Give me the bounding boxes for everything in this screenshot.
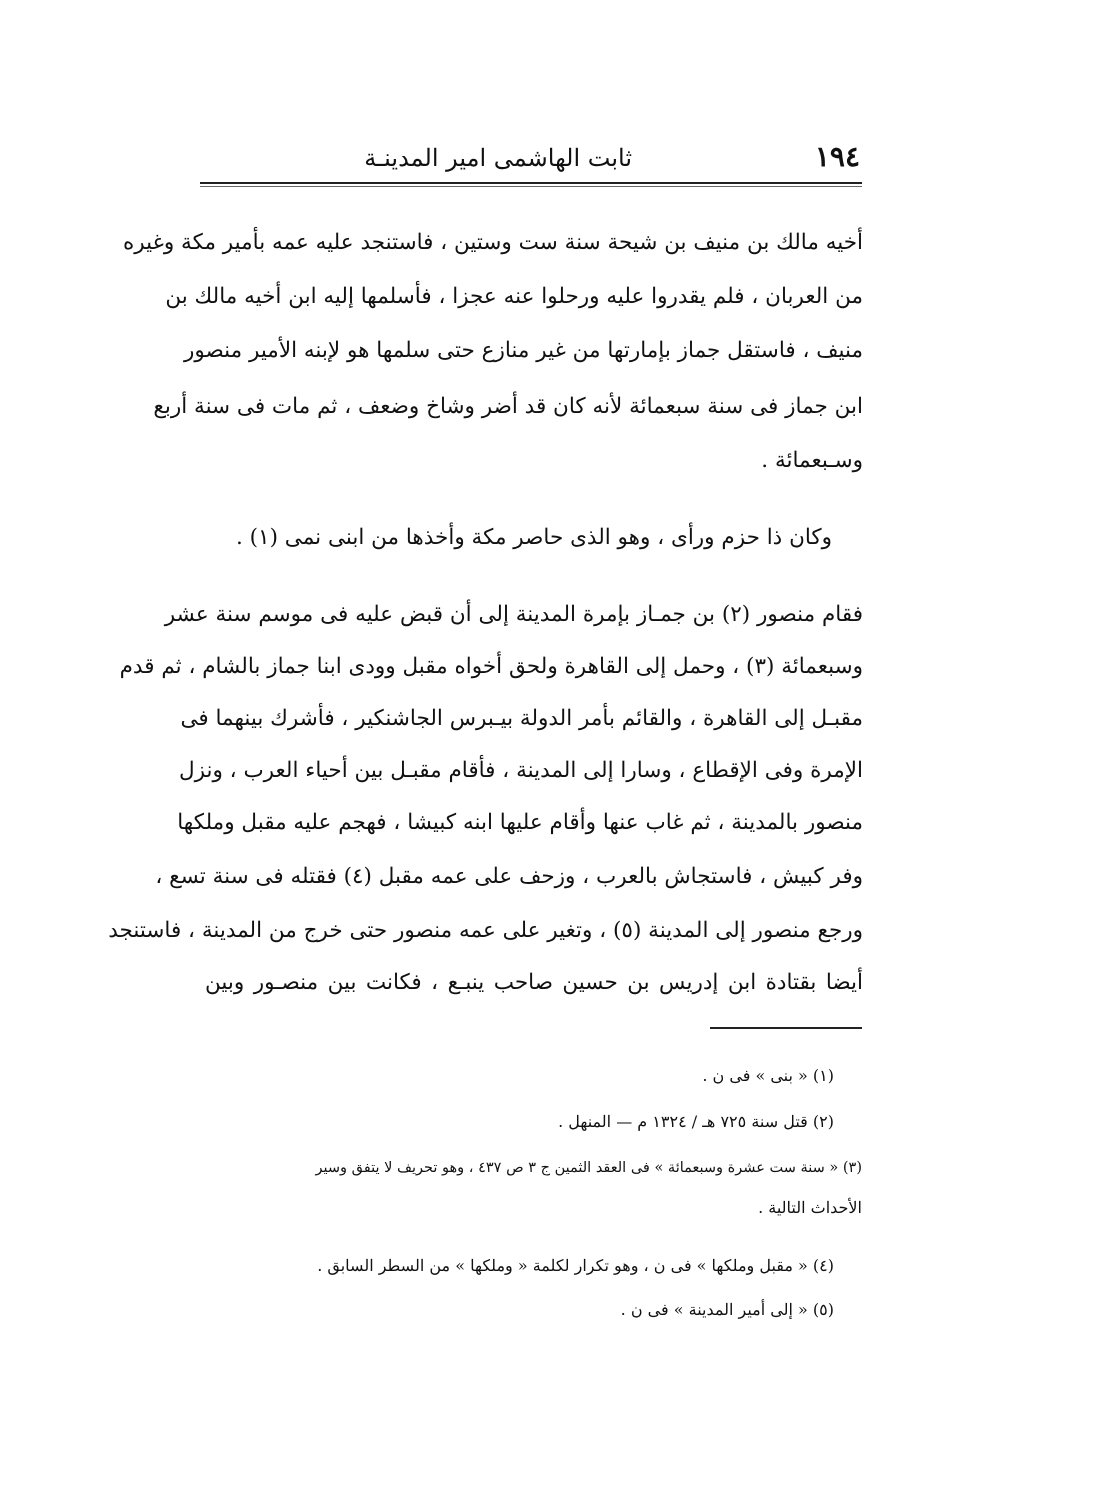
footnote-text: قتل سنة ٧٢٥ هـ / ١٣٢٤ م — المنهل .: [558, 1112, 808, 1131]
footnote-number: (٥): [812, 1300, 834, 1319]
page-number: ١٩٤: [814, 140, 860, 173]
footnote: [558, 1112, 834, 1131]
footnote-text: « سنة ست عشرة وسبعمائة » فى العقد الثمين ج ٣ ص ٤٣٧ ، وهو تحريف لا يتفق وسير: [315, 1160, 839, 1176]
footnote: [702, 1066, 834, 1085]
footnote: [621, 1300, 834, 1319]
text-line: مقبـل إلى القاهرة ، والقائم بأمر الدولة بيـبرس الجاشنكير ، فأشرك بينهما فى: [180, 706, 863, 731]
header-rule: [200, 182, 862, 184]
header-rule-thin: [200, 186, 862, 187]
text-line: ابن جماز فى سنة سبعمائة لأنه كان قد أضر وشاخ وضعف ، ثم مات فى سنة أربع: [153, 394, 863, 419]
text-line: ورجع منصور إلى المدينة (٥) ، وتغير على عمه منصور حتى خرج من المدينة ، فاستنجد: [108, 918, 863, 943]
text-line: منصور بالمدينة ، ثم غاب عنها وأقام عليها ابنه كبيشا ، فهجم عليه مقبل وملكها: [177, 810, 863, 835]
text-line: من العربان ، فلم يقدروا عليه ورحلوا عنه عجزا ، فأسلمها إليه ابن أخيه مالك بن: [165, 284, 863, 309]
text-line: وسـبعمائة .: [761, 448, 863, 473]
text-line: منيف ، فاستقل جماز بإمارتها من غير منازع حتى سلمها هو لإبنه الأمير منصور: [183, 338, 863, 363]
footnote-text: الأحداث التالية .: [758, 1198, 862, 1217]
footnote-text: « بنى » فى ن .: [702, 1066, 808, 1085]
footnote-number: (٣): [842, 1160, 862, 1176]
footnote-text: « إلى أمير المدينة » فى ن .: [620, 1300, 808, 1319]
text-line: فقام منصور (٢) بن جمـاز بإمرة المدينة إلى أن قبض عليه فى موسم سنة عشر: [164, 602, 863, 627]
text-line: وسبعمائة (٣) ، وحمل إلى القاهرة ولحق أخواه مقبل وودى ابنا جماز بالشام ، ثم قدم: [119, 654, 863, 679]
text-line: أيضا بقتادة ابن إدريس بن حسين صاحب ينبـع ، فكانت بين منصـور وبين: [205, 970, 863, 995]
footnote: [316, 1160, 862, 1176]
running-title: ثابت الهاشمى امير المدينـة: [364, 144, 632, 172]
footnote-rule: [710, 1027, 862, 1029]
text-line: أخيه مالك بن منيف بن شيحة سنة ست وستين ، فاستنجد عليه عمه بأمير مكة وغيره: [122, 230, 863, 255]
footnote-continuation: [758, 1198, 862, 1217]
text-line: الإمرة وفى الإقطاع ، وسارا إلى المدينة ، فأقام مقبـل بين أحياء العرب ، ونزل: [178, 758, 863, 783]
footnote-number: (٢): [812, 1112, 834, 1131]
text-line: وفر كبيش ، فاستجاش بالعرب ، وزحف على عمه مقبل (٤) فقتله فى سنة تسع ،: [155, 864, 863, 889]
footnote-number: (١): [812, 1066, 834, 1085]
text-line: وكان ذا حزم ورأى ، وهو الذى حاصر مكة وأخذها من ابنى نمى (١) .: [235, 525, 833, 550]
footnote-number: (٤): [812, 1256, 834, 1275]
running-head: [200, 138, 860, 182]
footnote: [317, 1256, 834, 1275]
footnote-text: « مقبل وملكها » فى ن ، وهو تكرار لكلمة « وملكها » من السطر السابق .: [317, 1256, 808, 1275]
